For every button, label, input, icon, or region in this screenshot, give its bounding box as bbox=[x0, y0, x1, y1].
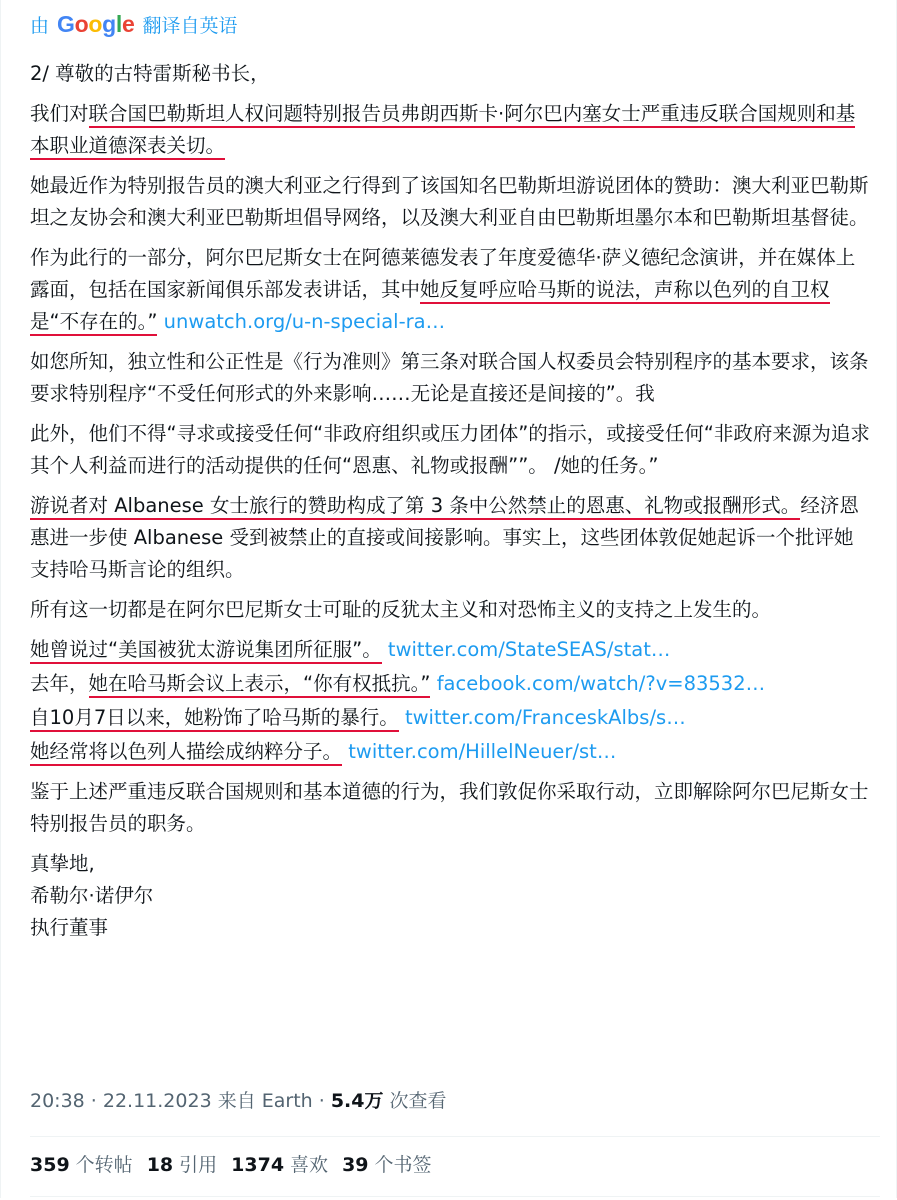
paragraph-lecture: 作为此行的一部分，阿尔巴尼斯女士在阿德莱德发表了年度爱德华·萨义德纪念演讲，并在媒体上露面，包括在国家新闻俱乐部发表讲话，其中她反复呼应哈马斯的说法，声称以色列的自卫权是“不存在的。” unwatch.org/u-n-special-ra… bbox=[30, 242, 870, 338]
signoff-name: 希勒尔·诺伊尔 bbox=[30, 884, 154, 907]
translated-by-google-bar[interactable] bbox=[30, 8, 237, 40]
salutation: 2/ 尊敬的古特雷斯秘书长， bbox=[30, 62, 270, 85]
engagement-stats bbox=[30, 1150, 446, 1177]
link-facebook[interactable]: facebook.com/watch/?v=83532… bbox=[436, 672, 766, 695]
translated-by-label: 由 bbox=[30, 14, 50, 37]
paragraph-nazis bbox=[30, 736, 870, 768]
link-unwatch[interactable]: unwatch.org/u-n-special-ra… bbox=[163, 310, 446, 333]
signoff bbox=[30, 848, 870, 944]
paragraph-whitewash bbox=[30, 702, 870, 734]
highlight-whitewash: 自10月7日以来，她粉饰了哈马斯的暴行。 bbox=[30, 706, 399, 732]
highlight-quote-lobby: 她曾说过“美国被犹太游说集团所征服”。 bbox=[30, 638, 382, 664]
paragraph-request: 鉴于上述严重违反联合国规则和基本道德的行为，我们敦促你采取行动，立即解除阿尔巴尼斯女士特别报告员的职务。 bbox=[30, 780, 869, 835]
highlight-nazis: 她经常将以色列人描绘成纳粹分子。 bbox=[30, 740, 342, 766]
paragraph-instructions: 此外，他们不得“寻求或接受任何“非政府组织或压力团体”的指示，或接受任何“非政府来源为追求其个人利益而进行的活动提供的任何“恩惠、礼物或报酬””。 /她的任务。” bbox=[30, 422, 870, 477]
paragraph-code-of-conduct: 如您所知，独立性和公正性是《行为准则》第三条对联合国人权委员会特别程序的基本要求，该条要求特别程序“不受任何形式的外来影响……无论是直接还是间接的”。我 bbox=[30, 350, 869, 405]
paragraph-trip: 她最近作为特别报告员的澳大利亚之行得到了该国知名巴勒斯坦游说团体的赞助：澳大利亚巴勒斯坦之友协会和澳大利亚巴勒斯坦倡导网络，以及澳大利亚自由巴勒斯坦墨尔本和巴勒斯坦基督徒。 bbox=[30, 174, 869, 229]
stat-bookmarks[interactable]: 39 个书签 bbox=[342, 1154, 432, 1176]
view-label: 次查看 bbox=[389, 1090, 447, 1112]
paragraph-resist: 去年，她在哈马斯会议上表示，“你有权抵抗。” facebook.com/watch/?v=83532… bbox=[30, 668, 870, 700]
paragraph-concern: 我们对联合国巴勒斯坦人权问题特别报告员弗朗西斯卡·阿尔巴内塞女士严重违反联合国规则和基本职业道德深表关切。 bbox=[30, 98, 870, 162]
divider-top bbox=[30, 1136, 880, 1137]
paragraph-antisemitism: 所有这一切都是在阿尔巴尼斯女士可耻的反犹太主义和对恐怖主义的支持之上发生的。 bbox=[30, 598, 772, 621]
view-count: 5.4万 bbox=[330, 1090, 384, 1112]
tweet-text bbox=[30, 58, 870, 944]
tweet-timestamp[interactable]: 20:38 · 22.11.2023 来自 Earth · bbox=[30, 1090, 331, 1112]
link-stateseas[interactable]: twitter.com/StateSEAS/stat… bbox=[387, 638, 671, 661]
highlight-concern: 联合国巴勒斯坦人权问题特别报告员弗朗西斯卡·阿尔巴内塞女士严重违反联合国规则和基本职业道德深表关切。 bbox=[30, 102, 855, 160]
translate-source-label: 翻译自英语 bbox=[142, 14, 238, 37]
stat-quotes[interactable]: 18 引用 bbox=[146, 1154, 218, 1176]
divider-bottom bbox=[30, 1196, 880, 1197]
signoff-title: 执行董事 bbox=[30, 916, 109, 939]
link-franceskalbs[interactable]: twitter.com/FranceskAlbs/s… bbox=[404, 706, 686, 729]
tweet-meta bbox=[30, 1086, 447, 1113]
signoff-sincerely: 真挚地, bbox=[30, 852, 95, 875]
stat-reposts[interactable]: 359 个转帖 bbox=[30, 1154, 133, 1176]
link-hillelneuer[interactable]: twitter.com/HillelNeuer/st… bbox=[348, 740, 617, 763]
paragraph-sponsorship: 游说者对 Albanese 女士旅行的赞助构成了第 3 条中公然禁止的恩惠、礼物或报酬形式。经济恩惠进一步使 Albanese 受到被禁止的直接或间接影响。事实上，这些团体敦促她起诉一个批评她支持哈马斯言论的组织。 bbox=[30, 494, 859, 581]
google-logo: Google bbox=[57, 10, 135, 37]
highlight-resist: 她在哈马斯会议上表示，“你有权抵抗。” bbox=[89, 672, 431, 698]
highlight-sponsorship: 游说者对 Albanese 女士旅行的赞助构成了第 3 条中公然禁止的恩惠、礼物或报酬形式。 bbox=[30, 494, 800, 520]
highlight-hamas-claim: 她反复呼应哈马斯的说法，声称以色列的自卫权是“不存在的。” bbox=[30, 278, 830, 336]
stat-likes[interactable]: 1374 喜欢 bbox=[231, 1154, 329, 1176]
paragraph-quote-lobby bbox=[30, 634, 870, 666]
